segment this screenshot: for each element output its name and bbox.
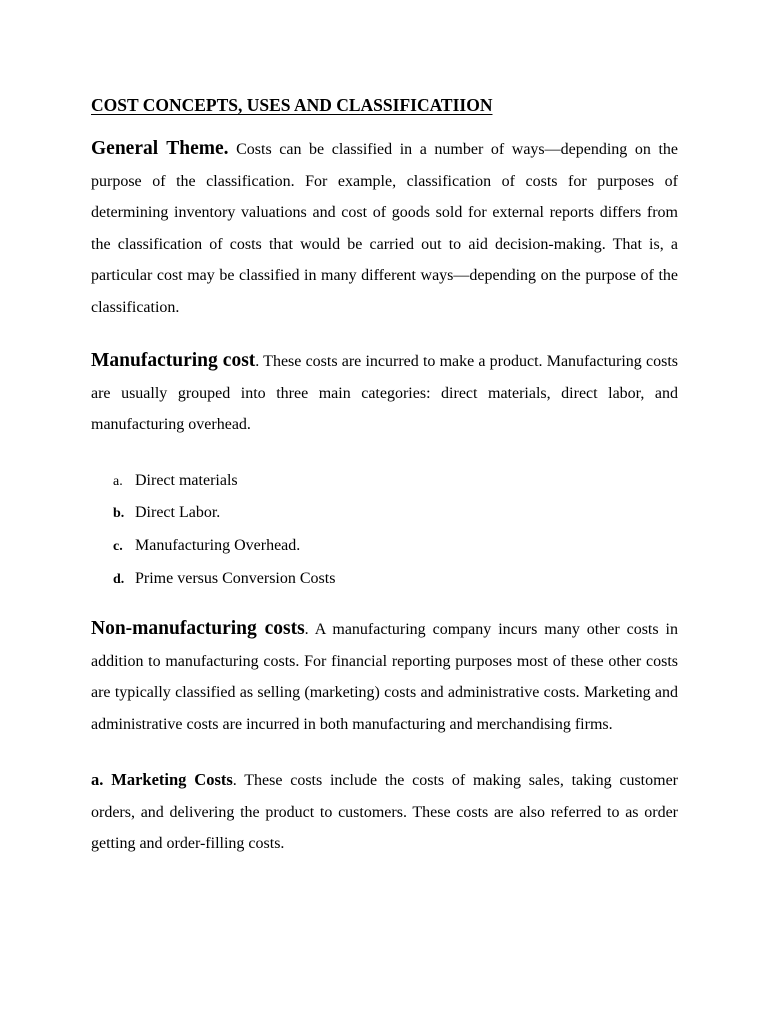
- list-item: [113, 465, 678, 498]
- list-marker: d.: [113, 571, 125, 587]
- list-item: [113, 563, 678, 596]
- list-marker: b.: [113, 506, 125, 522]
- document-title: COST CONCEPTS, USES AND CLASSIFICATIION: [91, 95, 493, 115]
- document-page: [91, 92, 678, 860]
- list-item-label: Direct Labor.: [135, 504, 221, 522]
- general-theme-heading: General Theme.: [91, 138, 229, 159]
- non-manufacturing-paragraph: [91, 613, 678, 740]
- list-item-label: Direct materials: [135, 471, 238, 489]
- non-manufacturing-heading: Non-manufacturing costs: [91, 618, 305, 640]
- non-manufacturing-text: . A manufacturing company incurs many other costs in addition to manufacturing costs. For financial reporting purposes most of these other costs are typically classified as selling (marketing) costs and administrative costs. Marketing and administrative costs are incurred in both manufacturing and merchandising firms.: [91, 621, 678, 733]
- list-item-label: Manufacturing Overhead.: [135, 536, 301, 554]
- marketing-costs-paragraph: [91, 764, 678, 860]
- general-theme-text: Costs can be classified in a number of ways—depending on the purpose of the classification. For example, classification of costs for purposes of determining inventory valuations and cost of goods sold for external reports differs from the classification of costs that would be carried out to aid decision-making. That is, a particular cost may be classified in many different ways—depending on the purpose of the classification.: [91, 141, 679, 316]
- marketing-costs-text: . These costs include the costs of making sales, taking customer orders, and delivering the product to customers. These costs are also referred to as order getting and order-filling costs.: [91, 772, 678, 853]
- list-marker: a.: [113, 473, 123, 489]
- marketing-costs-heading: a. Marketing Costs: [91, 770, 233, 790]
- general-theme-paragraph: [91, 133, 678, 323]
- list-item-label: Prime versus Conversion Costs: [135, 569, 336, 587]
- manufacturing-cost-text: . These costs are incurred to make a product. Manufacturing costs are usually grouped into three main categories: direct materials, direct labor, and manufacturing overhead.: [91, 353, 678, 433]
- cost-categories-list: [91, 465, 678, 596]
- manufacturing-cost-heading: Manufacturing cost: [91, 350, 256, 371]
- manufacturing-cost-paragraph: [91, 345, 678, 441]
- list-item: [113, 497, 678, 530]
- list-marker: c.: [113, 538, 123, 554]
- list-item: [113, 530, 678, 563]
